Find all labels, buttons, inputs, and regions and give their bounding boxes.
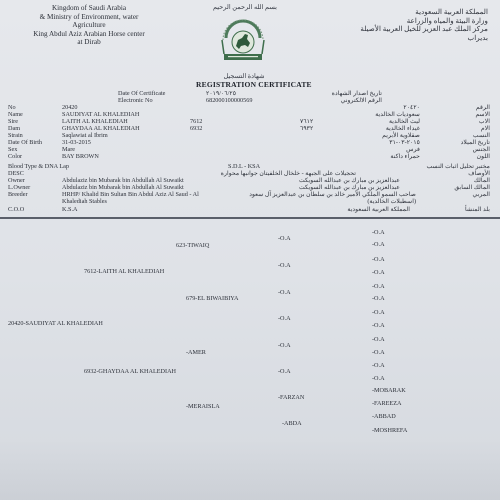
field-value: 20420 (62, 104, 78, 111)
header-en-line: King Abdul Aziz Arabian Horse center (33, 29, 145, 38)
field-value-ar: ليث الخالدية (388, 118, 420, 125)
pedigree-gen5-item: -O.A (372, 283, 385, 290)
bismillah: بسم الله الرحمن الرحيم (212, 4, 277, 11)
field-value: Saqlawiat al Ibrim (62, 132, 108, 139)
pedigree-gen5-item: -O.A (372, 349, 385, 356)
header-ar-line: وزارة البيئة والمياه والزراعة (406, 16, 488, 25)
header-en-line: Kingdom of Saudi Arabia (51, 4, 127, 12)
field-value-ar: غيداء الخالدية (385, 125, 420, 132)
field-label-ar: الاب (478, 118, 490, 125)
date-value: ٢٠١٩/٠٦/٢٥ (206, 90, 237, 97)
field-label-ar: الرقم (475, 104, 490, 111)
pedigree-gen4-item: -O.A (278, 235, 291, 242)
pedigree-gen4-item: -FARZAN (278, 394, 305, 401)
pedigree-gen3-item: -AMER (186, 349, 206, 356)
header-en-line: & Ministry of Environment, water (39, 12, 139, 21)
desc-label: DESC (8, 170, 24, 177)
l-owner-label: L.Owner (8, 184, 31, 191)
field-label: Sire (8, 118, 18, 125)
l-owner-value: Abdulaziz bin Mubarak bin Abdullah Al Suwaikt (62, 184, 184, 191)
pedigree-gen4-item: -O.A (278, 315, 291, 322)
blood-label-ar: مختبر تحليل اثبات النسب (426, 163, 490, 170)
breeder-value-ar-line1: صاحب السمو الملكي الأمير خالد بن سلطان بن عبدالعزيز آل سعود (249, 191, 416, 198)
field-label-ar: الجنس (472, 146, 490, 153)
field-label: Color (8, 153, 23, 160)
field-value: BAY BROWN (62, 153, 99, 160)
blood-label: Blood Type & DNA Lap (8, 163, 69, 170)
blood-value: S.D.L - KSA (228, 163, 261, 170)
header-english (14, 4, 164, 47)
electronic-label: Electronic No (118, 97, 153, 104)
owner-value: Abdulaziz bin Mubarak bin Abdullah Al Suwaikt (62, 177, 184, 184)
coo-value: K.S.A (62, 206, 78, 213)
field-value: 31-03-2015 (62, 139, 91, 146)
pedigree-gen5-item: -FAREEZA (372, 400, 402, 407)
header-arabic (310, 8, 488, 42)
pedigree-gen5-item: -O.A (372, 309, 385, 316)
pedigree-gen3-item: 623-TIWAIQ (176, 242, 210, 249)
field-label: No (8, 104, 16, 111)
header-en-line: Agriculture (72, 21, 106, 30)
field-number-ar: ٧٦١٢ (300, 118, 314, 125)
pedigree-gen4-item: -O.A (278, 342, 291, 349)
breeder-label: Breeder (8, 191, 28, 198)
coo-label: C.O.O (8, 206, 25, 213)
pedigree-gen5-item: -O.A (372, 375, 385, 382)
pedigree-gen5-item: -O.A (372, 241, 385, 248)
pedigree-gen4-item: -O.A (278, 289, 291, 296)
pedigree-dam: 6932-GHAYDAA AL KHALEDIAH (84, 368, 177, 375)
field-number: 6932 (190, 125, 203, 132)
breeder-value-line2: Khalediah Stables (62, 198, 107, 205)
desc-value-ar: تحجيلات على الجبهة - خلخال الخلفيتان جوانبها محوارة (220, 170, 356, 177)
field-label: Name (8, 111, 23, 118)
field-label-ar: النسب (472, 132, 490, 139)
field-value-ar: صقلاوية الأبريم (382, 132, 420, 139)
section-divider (0, 217, 500, 219)
pedigree-gen5-item: -O.A (372, 295, 385, 302)
field-value-ar: سعوديات الخالدية (375, 111, 420, 118)
header-ar-line: المملكة العربية السعودية (415, 8, 488, 16)
field-value: SAUDIYAT AL KHALEDIAH (62, 111, 140, 118)
pedigree-gen5-item: -O.A (372, 336, 385, 343)
owner-value-ar: عبدالعزيز بن مبارك بن عبدالله السويكت (298, 177, 400, 184)
date-label-ar: تاريخ اصدار الشهادة (331, 90, 382, 97)
field-number: 7612 (190, 118, 203, 125)
coo-label-ar: بلد المنشأ (464, 206, 490, 213)
pedigree-sire: 7612-LAITH AL KHALEDIAH (84, 268, 165, 275)
field-label-ar: اللون (476, 153, 490, 160)
pedigree-gen5-item: -ABBAD (372, 413, 396, 420)
owner-label-ar: المالك (473, 177, 490, 184)
breeder-label-ar: المربي (472, 191, 490, 198)
field-label: Sex (8, 146, 18, 153)
breeder-value-ar-line2: (اسطبلات الخالدية) (367, 198, 416, 205)
pedigree-gen4-item: -O.A (278, 262, 291, 269)
field-label: Date Of Birth (8, 139, 43, 146)
page-shadow (0, 440, 500, 500)
header-ar-line: مركز الملك عبد العزيز للخيل العربية الأصيلة (360, 25, 488, 34)
field-number-ar: ٦٩٣٢ (300, 125, 314, 132)
pedigree-subject: 20420-SAUDIYAT AL KHALEDIAH (8, 320, 103, 327)
header-en-line: at Dirab (77, 38, 101, 47)
pedigree-gen5-item: -O.A (372, 362, 385, 369)
electronic-value: 682000100000569 (206, 97, 253, 104)
field-value: Mare (62, 146, 76, 153)
pedigree-gen5-item: -O.A (372, 322, 385, 329)
l-owner-label-ar: المالك السابق (454, 184, 490, 191)
pedigree-gen5-item: -MOBARAK (372, 387, 406, 394)
coo-value-ar: المملكة العربية السعودية (347, 206, 410, 213)
field-value: LAITH AL KHALEDIAH (62, 118, 128, 125)
owner-label: Owner (8, 177, 25, 184)
field-label-ar: تاريخ الميلاد (460, 139, 490, 146)
field-label: Dam (8, 125, 21, 132)
desc-label-ar: الأوصاف (468, 170, 490, 177)
field-label-ar: الاسم (475, 111, 490, 118)
field-label-ar: الام (480, 125, 490, 132)
electronic-label-ar: الرقم الالكتروني (340, 97, 382, 104)
l-owner-value-ar: عبدالعزيز بن مبارك بن عبدالله السويكت (298, 184, 400, 191)
pedigree-gen5-item: -O.A (372, 269, 385, 276)
field-value-ar: حمراء داكنة (390, 153, 420, 160)
pedigree-gen5-item: -O.A (372, 229, 385, 236)
field-label: Strain (8, 132, 23, 139)
field-value-ar: ٢٠٤٢٠ (403, 104, 420, 111)
pedigree-gen3-item: -MERAISLA (186, 403, 220, 410)
date-label: Date Of Certificate (118, 90, 166, 97)
breeder-value-line1: HRHP/ Khalid Bin Sultan Bin Abdul Aziz Al Saud - Al (62, 191, 199, 198)
certificate-title: REGISTRATION CERTIFICATE (196, 80, 312, 89)
field-value: GHAYDAA AL KHALEDIAH (62, 125, 140, 132)
field-value-ar: فرس (406, 146, 420, 153)
header-ar-line: بديراب (467, 33, 488, 42)
pedigree-gen4-item: -O.A (278, 368, 291, 375)
pedigree-gen5-item: -O.A (372, 256, 385, 263)
pedigree-gen3-item: 679-EL BIWAIBIYA (186, 295, 239, 302)
pedigree-gen4-item: -ABDA (282, 420, 302, 427)
title-arabic: شهادة التسجيل (223, 73, 265, 80)
pedigree-gen5-item: -MOSHREFA (372, 427, 408, 434)
horse-center-logo-icon (214, 16, 272, 70)
field-value-ar: ٢٠١٥-٠٣-٣١ (389, 139, 420, 146)
